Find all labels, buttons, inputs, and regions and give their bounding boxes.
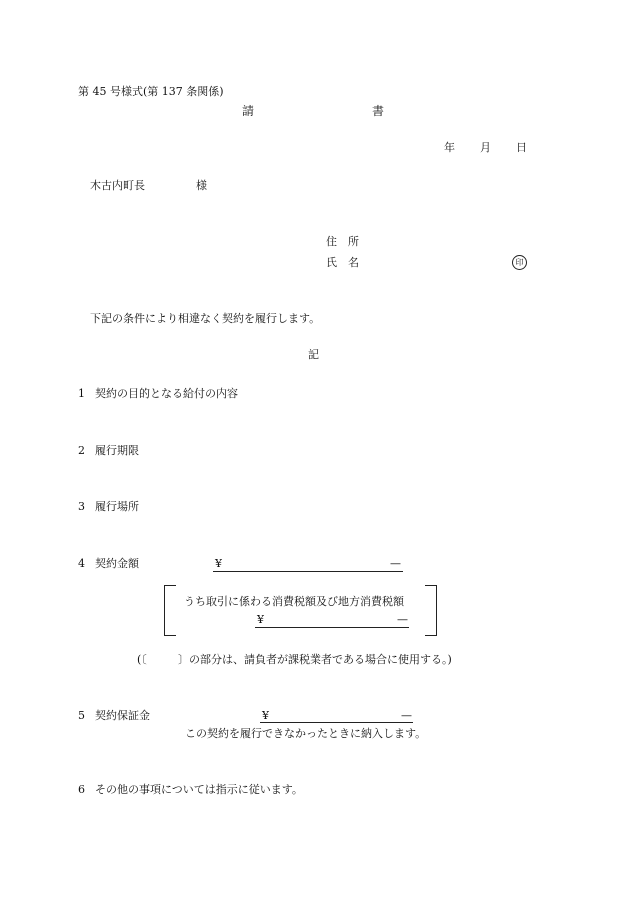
item-4-label: 契約金額 (95, 557, 139, 570)
bracket-left-bottom (164, 635, 176, 636)
tax-dash: — (397, 613, 408, 626)
guarantee-yen: ¥ (262, 709, 269, 722)
guarantee-note: この契約を履行できなかったときに納入します。 (185, 727, 427, 740)
bracket-left (164, 585, 165, 636)
item-1-num: 1 (78, 387, 85, 400)
item-6-num: 6 (78, 783, 85, 796)
amount-yen: ¥ (215, 557, 222, 570)
seal-mark: 印 (512, 255, 527, 270)
amount-dash: — (390, 557, 401, 570)
tax-underline (255, 627, 409, 628)
guarantee-underline (260, 722, 413, 723)
addressee-honorific: 様 (196, 179, 207, 192)
amount-underline (213, 571, 403, 572)
bracket-left-top (164, 585, 176, 586)
item-4-num: 4 (78, 557, 85, 570)
addressee-name: 木古内町長 (90, 179, 145, 192)
item-2-num: 2 (78, 444, 85, 457)
item-3-num: 3 (78, 500, 85, 513)
date-month: 月 (480, 141, 491, 154)
item-3-label: 履行場所 (95, 500, 139, 513)
item-5-label: 契約保証金 (95, 709, 150, 722)
title-char-left: 請 (242, 104, 255, 118)
item-6-label: その他の事項については指示に従います。 (95, 783, 303, 796)
date-year: 年 (444, 141, 455, 154)
intro-text: 下記の条件により相違なく契約を履行します。 (90, 312, 321, 325)
item-2-label: 履行期限 (95, 444, 139, 457)
ki-label: 記 (308, 348, 319, 361)
bracket-note-close: 〕の部分は、請負者が課税業者である場合に使用する。) (178, 653, 452, 666)
address-label: 住 所 (326, 235, 359, 248)
item-1-label: 契約の目的となる給付の内容 (95, 387, 238, 400)
date-day: 日 (516, 141, 527, 154)
name-label: 氏 名 (326, 256, 359, 269)
form-number: 第 45 号様式(第 137 条関係) (78, 85, 224, 98)
tax-label: うち取引に係わる消費税額及び地方消費税額 (184, 595, 404, 608)
guarantee-dash: — (401, 709, 412, 722)
tax-yen: ¥ (257, 613, 264, 626)
title-char-right: 書 (372, 104, 385, 118)
bracket-note-open: (〔 (137, 653, 147, 666)
bracket-right-bottom (425, 635, 437, 636)
bracket-right (436, 585, 437, 636)
item-5-num: 5 (78, 709, 85, 722)
